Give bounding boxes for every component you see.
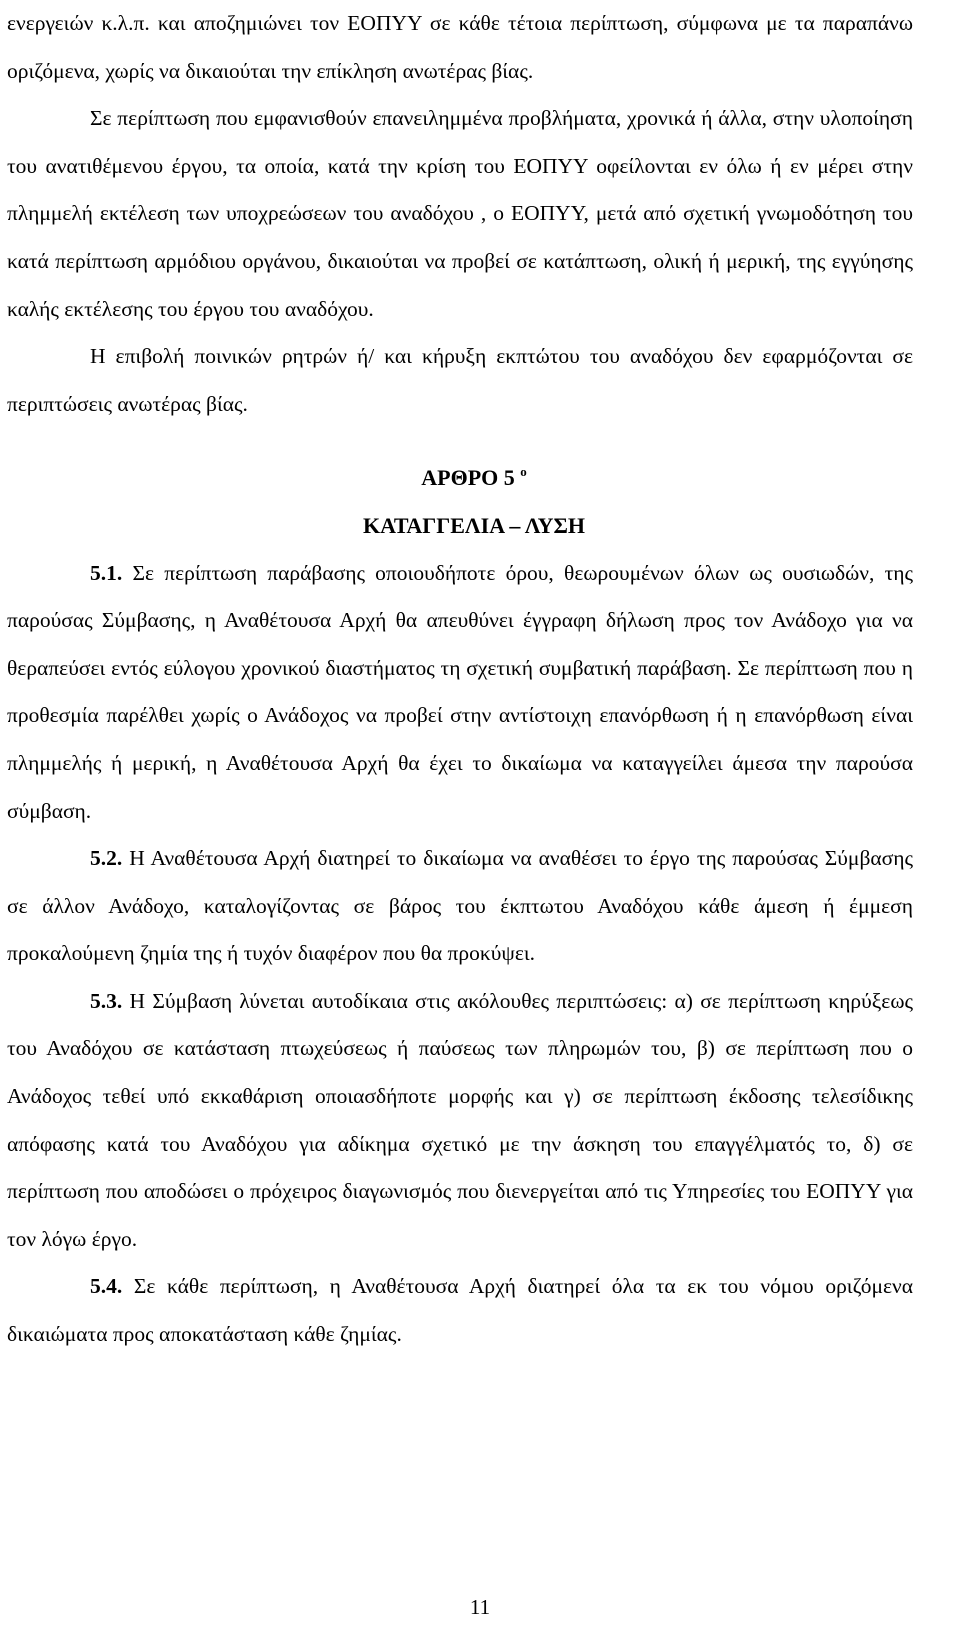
clause-text: Σε κάθε περίπτωση, η Αναθέτουσα Αρχή διατηρεί όλα τα εκ του νόμου οριζόμενα δικαιώματα προς αποκατάσταση κάθε ζημίας. — [7, 1274, 914, 1347]
paragraph-force-majeure: Η επιβολή ποινικών ρητρών ή/ και κήρυξη εκπτώτου του αναδόχου δεν εφαρμόζονται σε περιπτώσεις ανωτέρας βίας. — [7, 344, 913, 416]
clause-5-4 — [7, 1263, 913, 1358]
clause-text: Σε περίπτωση παράβασης οποιουδήποτε όρου, θεωρουμένων όλων ως ουσιωδών, της παρούσας Σύμβασης, η Αναθέτουσα Αρχή θα απευθύνει έγγραφη δήλωση προς τον Ανάδοχο για να θεραπεύσει εντός εύλογου χρονικού διαστήματος τη σχετική συμβατική παράβαση. Σε περίπτωση που η προθεσμία παρέλθει χωρίς ο Ανάδοχος να προβεί στην αντίστοιχη επανόρθωση ή η επανόρθωση είναι πλημμελής ή μερική, η Αναθέτουσα Αρχή θα έχει το δικαίωμα να καταγγείλει άμεσα την παρούσα σύμβαση. — [7, 560, 914, 823]
clause-number: 5.1. — [90, 560, 123, 585]
clause-text: Η Αναθέτουσα Αρχή διατηρεί το δικαίωμα να αναθέσει το έργο της παρούσας Σύμβασης σε άλλον Ανάδοχο, καταλογίζοντας σε βάρος του έκπτωτου Αναδόχου κάθε άμεση ή έμμεση προκαλούμενη ζημία της ή τυχόν διαφέρον που θα προκύψει. — [7, 846, 914, 966]
article-heading-superscript: ο — [520, 464, 527, 480]
clause-text: Η Σύμβαση λύνεται αυτοδίκαια στις ακόλουθες περιπτώσεις: α) σε περίπτωση κηρύξεως του Αναδόχου σε κατάσταση πτωχεύσεως ή παύσεως των πληρωμών του, β) σε περίπτωση που ο Ανάδοχος τεθεί υπό εκκαθάριση οποιασδήποτε μορφής και γ) σε περίπτωση έκδοσης τελεσίδικης απόφασης κατά του Αναδόχου για αδίκημα σχετικό με την άσκηση του επαγγέλματός το, δ) σε περίπτωση που αποδώσει ο πρόχειρος διαγωνισμός που διενεργείται από τις Υπηρεσίες του ΕΟΠΥΥ για τον λόγω έργο. — [7, 988, 914, 1251]
article-heading-text: ΑΡΘΡΟ 5 — [421, 465, 515, 491]
clause-5-1 — [7, 550, 913, 836]
page-number: 11 — [469, 1595, 491, 1619]
clause-number: 5.4. — [90, 1274, 123, 1299]
clause-number: 5.2. — [90, 846, 123, 871]
clause-number: 5.3. — [90, 988, 123, 1013]
clause-5-3 — [7, 978, 913, 1264]
paragraph-continued: ενεργειών κ.λ.π. και αποζημιώνει τον ΕΟΠΥΥ σε κάθε τέτοια περίπτωση, σύμφωνα με τα παραπάνω οριζόμενα, χωρίς να δικαιούται την επίκληση ανωτέρας βίας. — [7, 11, 913, 83]
clause-5-2 — [7, 835, 913, 978]
article-title: ΚΑΤΑΓΓΕΛΙΑ – ΛΥΣΗ — [362, 512, 586, 538]
document-page — [7, 0, 913, 1359]
article-heading — [7, 454, 913, 502]
paragraph-problems: Σε περίπτωση που εμφανισθούν επανειλημμένα προβλήματα, χρονικά ή άλλα, στην υλοποίηση του ανατιθέμενου έργου, τα οποία, κατά την κρίση του ΕΟΠΥΥ οφείλονται εν όλω ή εν μέρει στην πλημμελή εκτέλεση των υποχρεώσεων του αναδόχου , ο ΕΟΠΥΥ, μετά από σχετική γνωμοδότηση του κατά περίπτωση αρμόδιου οργάνου, δικαιούται να προβεί σε κατάπτωση, ολική ή μερική, της εγγύησης καλής εκτέλεσης του έργου του αναδόχου. — [7, 106, 913, 321]
